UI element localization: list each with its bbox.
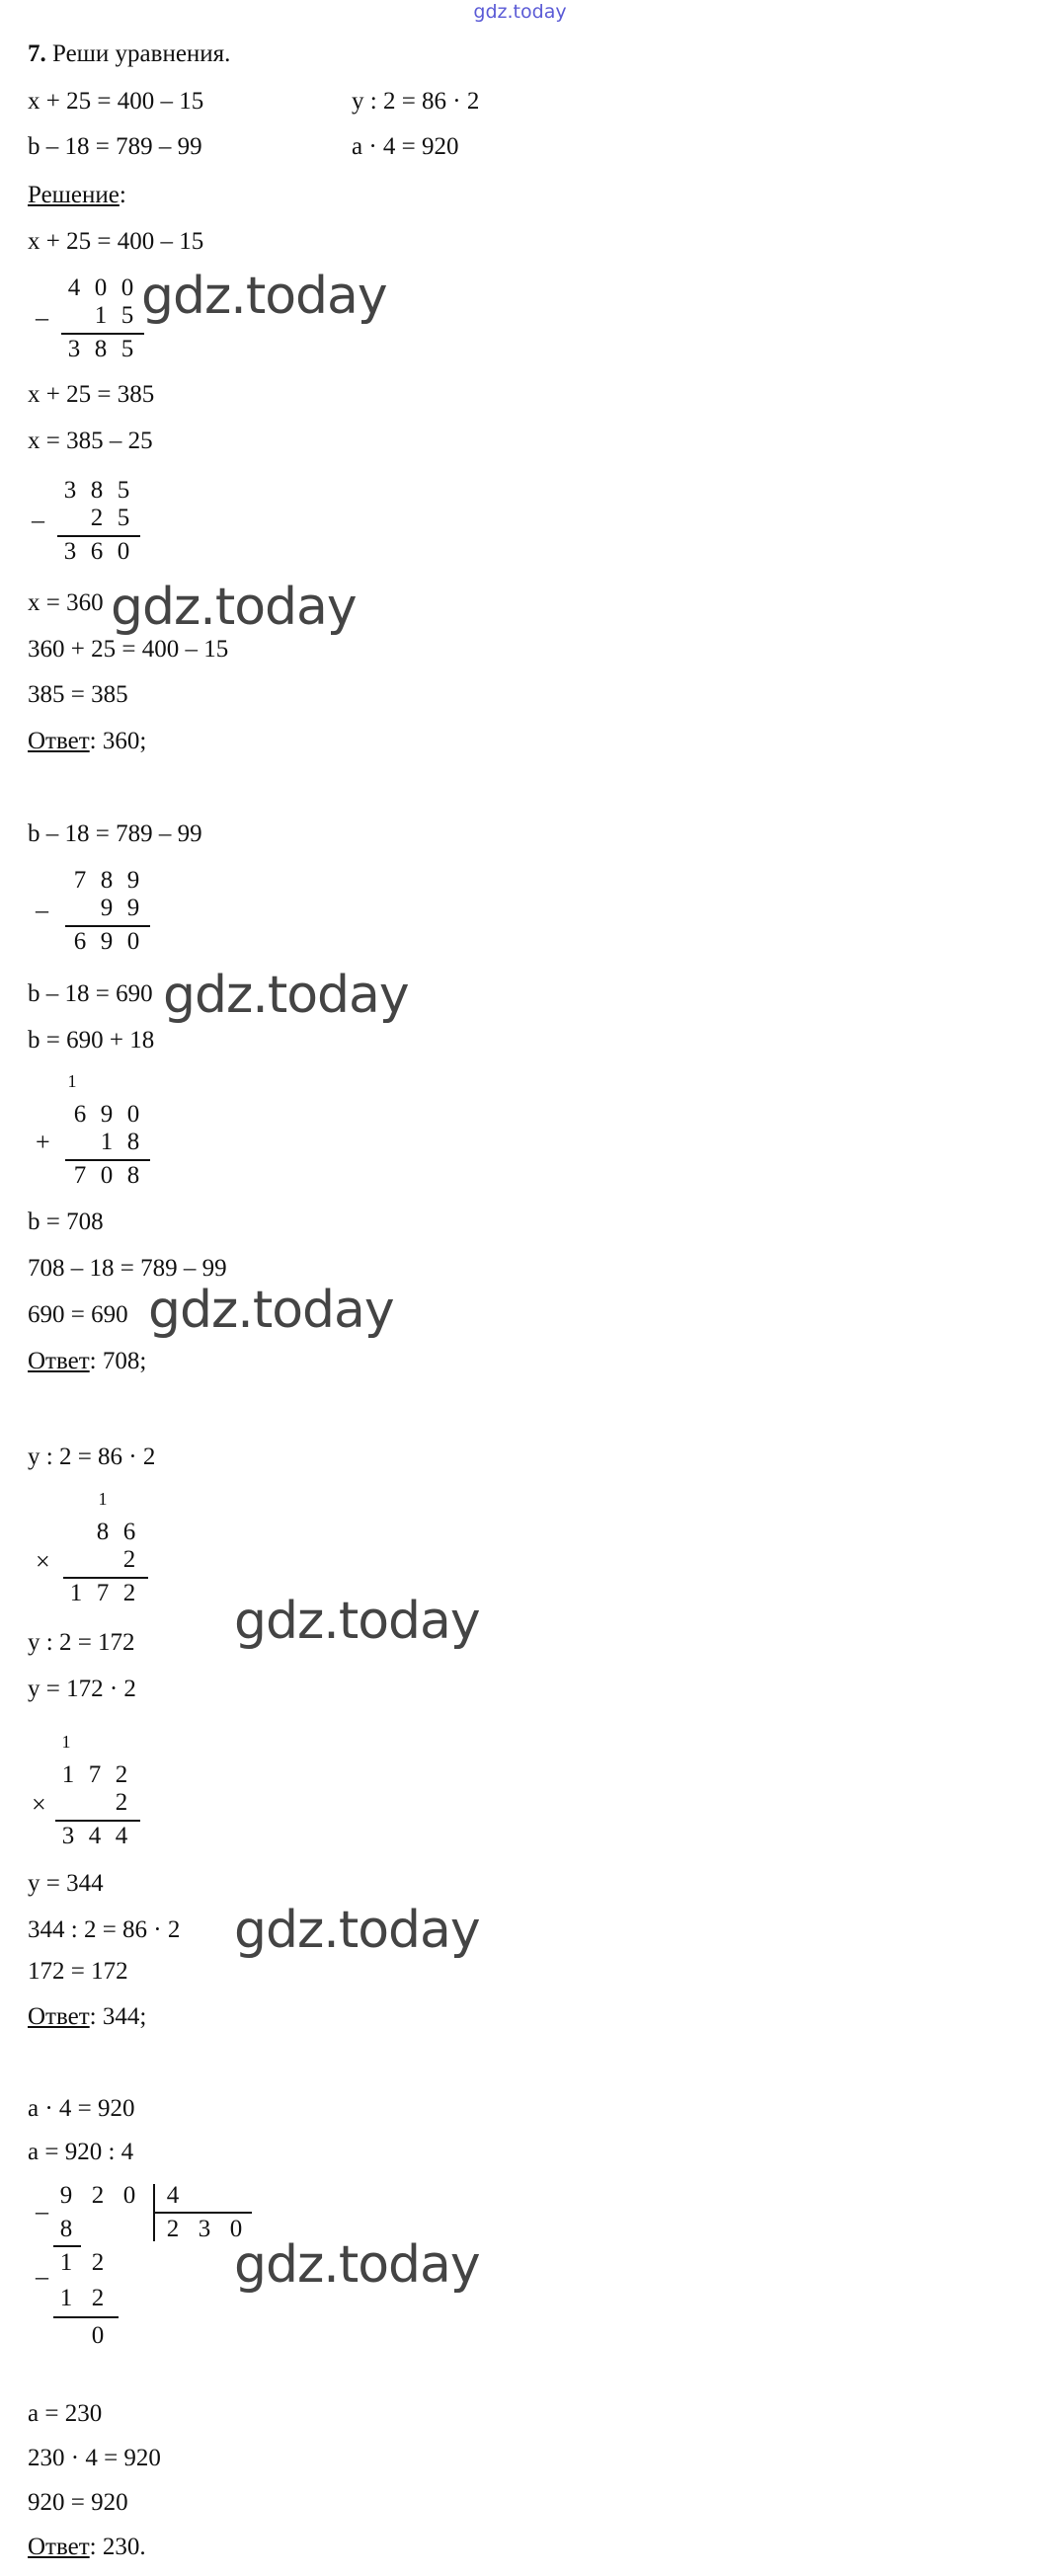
- digit: 3: [63, 477, 77, 504]
- equation-line: x + 25 = 400 – 15: [28, 228, 204, 255]
- watermark: gdz.today: [111, 578, 357, 637]
- digit: 0: [91, 2322, 105, 2349]
- digit: 8: [59, 2216, 73, 2242]
- equation-line: b = 690 + 18: [28, 1027, 155, 1054]
- equation-line: x + 25 = 385: [28, 381, 155, 408]
- equation-line: y = 172 · 2: [28, 1676, 136, 1702]
- task-number: 7.: [28, 40, 46, 67]
- equation-line: b – 18 = 789 – 99: [28, 820, 202, 847]
- digit: 3: [67, 336, 81, 362]
- digit: 3: [198, 2216, 211, 2242]
- watermark: gdz.today: [234, 1592, 480, 1651]
- answer-line: [28, 727, 146, 756]
- digit: 0: [126, 928, 140, 955]
- digit: 5: [120, 336, 134, 362]
- answer-value: : 230.: [89, 2534, 146, 2560]
- answer-line: [28, 2002, 146, 2032]
- digit: 8: [100, 867, 114, 894]
- equation-line: y : 2 = 172: [28, 1629, 135, 1656]
- answer-line: [28, 2533, 146, 2562]
- carry-digit: 1: [98, 1489, 108, 1509]
- digit: 1: [59, 2249, 73, 2276]
- digit: 7: [73, 1162, 87, 1189]
- answer-label: Ответ: [28, 2003, 90, 2030]
- digit: 8: [90, 477, 104, 504]
- equation-line: b – 18 = 690: [28, 980, 153, 1007]
- result-line: [65, 925, 150, 927]
- watermark: gdz.today: [234, 1901, 480, 1960]
- digit: 4: [67, 274, 81, 301]
- operator: –: [36, 2262, 48, 2291]
- digit: 0: [100, 1162, 114, 1189]
- subtract-line: [53, 2316, 119, 2318]
- answer-label: Ответ: [28, 728, 90, 754]
- digit: 7: [88, 1761, 102, 1788]
- operator: –: [36, 303, 48, 332]
- multiplication-column-2: [28, 1732, 166, 1854]
- digit: 1: [69, 1580, 83, 1606]
- digit: 2: [166, 2216, 180, 2242]
- operator: –: [36, 2197, 48, 2225]
- digit: 1: [94, 302, 108, 329]
- equation-line: y : 2 = 86 · 2: [28, 1444, 156, 1470]
- result-line: [65, 1159, 150, 1161]
- equation-line: a = 920 : 4: [28, 2139, 134, 2165]
- digit: 9: [100, 895, 114, 921]
- operator: ×: [32, 1790, 46, 1819]
- quotient-line: [155, 2212, 252, 2214]
- digit: 2: [91, 2249, 105, 2276]
- result-line: [57, 535, 140, 537]
- equation-line: 230 · 4 = 920: [28, 2445, 161, 2471]
- equation-3: b – 18 = 789 – 99: [28, 133, 202, 160]
- digit: 6: [73, 1101, 87, 1128]
- watermark: gdz.today: [141, 267, 387, 326]
- answer-value: : 360;: [89, 728, 147, 754]
- digit: 0: [120, 274, 134, 301]
- digit: 2: [122, 1546, 136, 1573]
- equation-line: a · 4 = 920: [28, 2095, 135, 2122]
- digit: 1: [59, 2285, 73, 2311]
- multiplication-column-1: [28, 1489, 166, 1607]
- addition-column: [28, 1071, 166, 1190]
- digit: 8: [94, 336, 108, 362]
- digit: 1: [100, 1129, 114, 1155]
- digit: 6: [122, 1519, 136, 1545]
- digit: 9: [100, 928, 114, 955]
- subtract-line: [53, 2245, 81, 2247]
- solution-heading: Решение:: [28, 182, 126, 208]
- result-line: [63, 1577, 148, 1579]
- equation-line: 708 – 18 = 789 – 99: [28, 1255, 227, 1282]
- digit: 7: [73, 867, 87, 894]
- digit: 4: [115, 1823, 128, 1849]
- digit: 8: [96, 1519, 110, 1545]
- long-division: [28, 2182, 265, 2399]
- carry-digit: 1: [67, 1071, 77, 1091]
- subtraction-column-3: [28, 867, 166, 958]
- watermark: gdz.today: [163, 966, 409, 1025]
- digit: 0: [126, 1101, 140, 1128]
- equation-line: x = 360: [28, 589, 104, 616]
- answer-value: : 344;: [89, 2003, 147, 2030]
- watermark-top: gdz.today: [473, 1, 567, 23]
- result-line: [61, 333, 144, 335]
- equation-line: 690 = 690: [28, 1301, 128, 1328]
- digit: 6: [90, 538, 104, 565]
- equation-line: y = 344: [28, 1870, 104, 1897]
- subtraction-column-1: [28, 274, 156, 365]
- digit: 2: [91, 2285, 105, 2311]
- digit: 8: [126, 1162, 140, 1189]
- equation-line: 385 = 385: [28, 681, 128, 708]
- answer-label: Ответ: [28, 2534, 90, 2560]
- carry-digit: 1: [61, 1732, 71, 1752]
- digit: 2: [90, 505, 104, 531]
- digit: 9: [59, 2182, 73, 2209]
- answer-value: : 708;: [89, 1348, 147, 1374]
- result-line: [55, 1820, 140, 1822]
- digit: 8: [126, 1129, 140, 1155]
- operator: –: [32, 506, 44, 534]
- digit: 9: [126, 867, 140, 894]
- subtraction-column-2: [28, 477, 156, 568]
- digit: 3: [63, 538, 77, 565]
- digit: 5: [117, 505, 130, 531]
- operator: ×: [36, 1547, 50, 1576]
- digit: 6: [73, 928, 87, 955]
- solution-label: Решение: [28, 182, 120, 208]
- digit: 9: [126, 895, 140, 921]
- watermark: gdz.today: [234, 2235, 480, 2295]
- digit: 5: [117, 477, 130, 504]
- equation-line: 360 + 25 = 400 – 15: [28, 636, 229, 663]
- equation-line: a = 230: [28, 2400, 103, 2427]
- digit: 3: [61, 1823, 75, 1849]
- digit: 5: [120, 302, 134, 329]
- operator: –: [36, 896, 48, 924]
- digit: 7: [96, 1580, 110, 1606]
- watermark: gdz.today: [148, 1281, 394, 1340]
- equation-line: 920 = 920: [28, 2489, 128, 2516]
- digit: 1: [61, 1761, 75, 1788]
- digit: 9: [100, 1101, 114, 1128]
- divisor: 4: [166, 2182, 180, 2209]
- equation-2: y : 2 = 86 · 2: [352, 88, 480, 115]
- equation-4: a · 4 = 920: [352, 133, 459, 160]
- equation-line: 344 : 2 = 86 · 2: [28, 1916, 181, 1943]
- digit: 2: [91, 2182, 105, 2209]
- digit: 0: [122, 2182, 136, 2209]
- answer-line: [28, 1347, 146, 1376]
- operator: +: [36, 1128, 50, 1156]
- equation-line: x = 385 – 25: [28, 428, 153, 454]
- digit: 0: [229, 2216, 243, 2242]
- equation-1: x + 25 = 400 – 15: [28, 88, 204, 115]
- digit: 2: [115, 1761, 128, 1788]
- task-header: [28, 39, 230, 69]
- task-title: Реши уравнения.: [52, 40, 231, 67]
- equation-line: 172 = 172: [28, 1958, 128, 1985]
- digit: 2: [115, 1789, 128, 1816]
- answer-label: Ответ: [28, 1348, 90, 1374]
- digit: 0: [117, 538, 130, 565]
- digit: 2: [122, 1580, 136, 1606]
- digit: 4: [88, 1823, 102, 1849]
- equation-line: b = 708: [28, 1209, 104, 1235]
- digit: 0: [94, 274, 108, 301]
